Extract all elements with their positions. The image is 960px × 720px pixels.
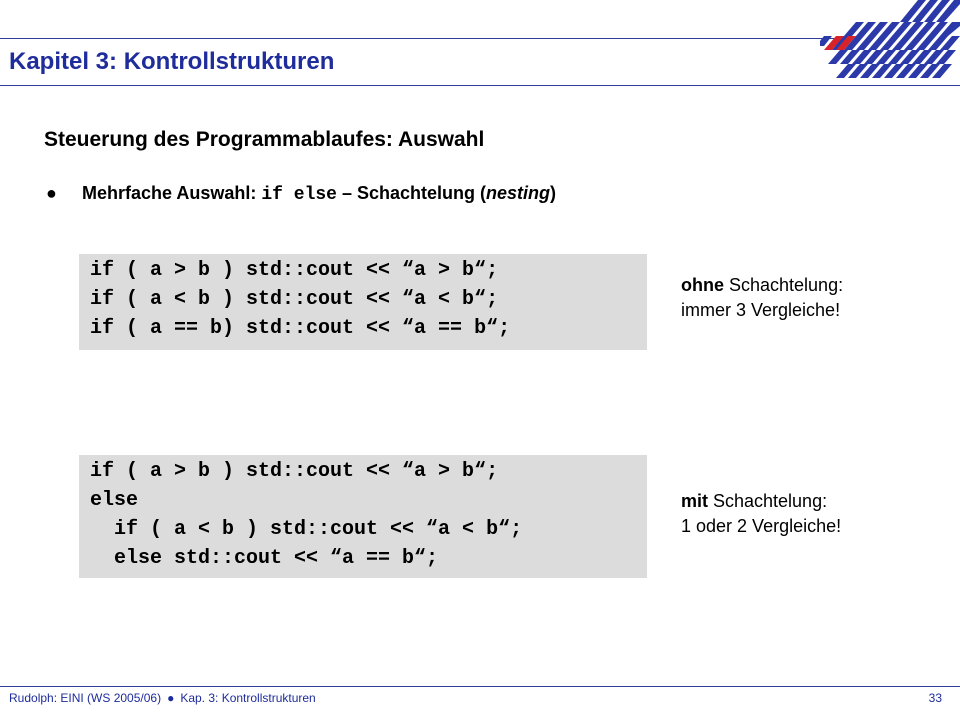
bullet-dash: – — [337, 183, 358, 203]
code-line: if ( a > b ) std::cout << “a > b“; — [90, 460, 499, 483]
note-with-nesting — [681, 489, 841, 539]
note-comparisons: 1 oder 2 Vergleiche! — [681, 516, 842, 536]
note-text: Schachtelung: — [708, 491, 828, 511]
note-text: Schachtelung: — [724, 275, 844, 295]
code-line: if ( a < b ) std::cout << “a < b“; — [90, 288, 499, 311]
code-line: else — [90, 489, 139, 512]
code-block-with-nesting — [79, 455, 647, 578]
section-heading: Steuerung des Programmablaufes: Auswahl — [44, 128, 485, 151]
bullet-code-keyword: if else — [261, 185, 337, 205]
bullet-point — [46, 183, 556, 205]
footer — [9, 691, 316, 705]
bullet-rest-close: ) — [550, 183, 557, 203]
note-comparisons: immer 3 Vergleiche! — [681, 300, 841, 320]
footer-separator: ● — [167, 691, 175, 705]
university-logo-icon — [820, 0, 960, 88]
code-line: if ( a < b ) std::cout << “a < b“; — [90, 518, 523, 541]
code-line: if ( a == b) std::cout << “a == b“; — [90, 317, 511, 340]
bullet-lead-text: Mehrfache Auswahl: — [82, 183, 262, 203]
header-bottom-rule — [0, 85, 960, 86]
note-emphasis: ohne — [681, 275, 724, 295]
bullet-italic-term: nesting — [486, 183, 551, 203]
note-emphasis: mit — [681, 491, 708, 511]
code-line: else std::cout << “a == b“; — [90, 547, 439, 570]
code-block-without-nesting — [79, 254, 647, 350]
chapter-title: Kapitel 3: Kontrollstrukturen — [9, 48, 335, 75]
footer-chapter: Kap. 3: Kontrollstrukturen — [180, 691, 316, 705]
footer-rule — [0, 686, 960, 687]
code-line: if ( a > b ) std::cout << “a > b“; — [90, 259, 499, 282]
bullet-marker: ● — [46, 183, 57, 203]
page-number: 33 — [928, 691, 942, 705]
header-top-rule — [0, 38, 835, 39]
footer-author: Rudolph: EINI (WS 2005/06) — [9, 691, 162, 705]
bullet-rest-text: Schachtelung ( — [357, 183, 487, 203]
note-without-nesting — [681, 273, 843, 323]
